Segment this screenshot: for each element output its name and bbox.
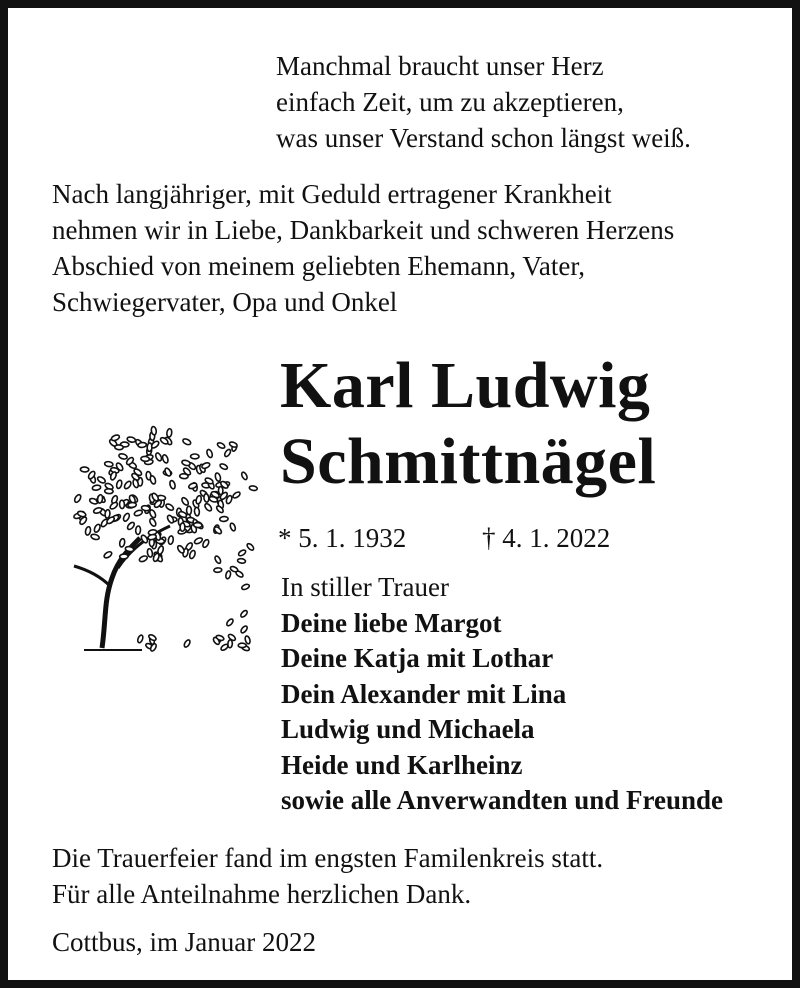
mourner-name: sowie alle Anverwandten und Freunde (281, 785, 724, 815)
leaf (93, 523, 101, 533)
leaf (157, 545, 164, 555)
intro-paragraph (52, 176, 674, 320)
leaf (97, 494, 103, 503)
leaf (119, 538, 125, 547)
leaf (238, 549, 247, 557)
leaf (181, 459, 190, 466)
leaf (103, 550, 113, 559)
place-and-date: Cottbus, im Januar 2022 (52, 927, 316, 957)
leaf (166, 514, 174, 524)
leaf (165, 503, 175, 512)
leaf (228, 640, 233, 648)
leaf (116, 480, 123, 489)
leaf (105, 489, 114, 494)
closing-text (52, 840, 603, 912)
leaf (118, 453, 127, 460)
leaf (126, 521, 135, 530)
leaf (155, 452, 163, 462)
leaf (166, 428, 172, 437)
birth-date: * 5. 1. 1932 (278, 523, 407, 553)
leaf (73, 494, 82, 504)
leaf (168, 536, 174, 545)
leaf (229, 441, 238, 448)
leaf (204, 494, 210, 503)
leaf (90, 533, 99, 540)
leaf (232, 491, 241, 499)
leaf (195, 495, 202, 504)
leaf (183, 639, 191, 648)
mourner-name: Deine Katja mit Lothar (281, 643, 554, 673)
leaf (226, 618, 235, 627)
leaf (191, 454, 199, 459)
leaf (125, 546, 134, 552)
leaf (122, 512, 130, 522)
tree-foliage (73, 426, 258, 652)
leaf (187, 506, 192, 514)
leaf (169, 480, 176, 489)
leaf (238, 643, 246, 648)
leaf (104, 461, 113, 467)
mourner-name: Deine liebe Margot (281, 607, 502, 638)
leaf (151, 426, 157, 435)
leaf (240, 609, 249, 618)
leaf (134, 509, 144, 516)
leaf (105, 509, 111, 518)
leaf (189, 550, 196, 560)
leaf (225, 570, 231, 579)
intro-line: Abschied von meinem geliebten Ehemann, Vater, (52, 251, 586, 281)
leaf (123, 480, 132, 490)
leaf (237, 558, 246, 563)
leaf (204, 503, 213, 513)
leaf (214, 568, 222, 573)
leaf (219, 463, 228, 471)
leaf (241, 583, 250, 590)
deceased-surname: Schmittnägel (280, 425, 657, 498)
motto-line: was unser Verstand schon längst weiß. (276, 123, 691, 153)
leaf (194, 537, 204, 545)
leaf (109, 501, 119, 510)
leaf (141, 456, 150, 462)
leaf (92, 485, 101, 491)
leaf (80, 467, 89, 472)
leaf (249, 485, 258, 491)
leaf (120, 554, 129, 559)
deceased-name (280, 348, 656, 500)
mourners-heading: In stiller Trauer (281, 572, 449, 602)
leaf (138, 555, 148, 563)
mourner-name: Heide und Karlheinz (281, 749, 523, 780)
leaf (137, 634, 144, 643)
leaf (149, 509, 157, 519)
leaf (181, 497, 190, 507)
death-date: † 4. 1. 2022 (482, 523, 611, 553)
leaf (206, 449, 213, 459)
leaf (201, 462, 211, 470)
leaf (149, 475, 156, 484)
leaf (217, 442, 226, 450)
leaf (241, 471, 249, 480)
motto-line: Manchmal braucht unser Herz (276, 51, 604, 81)
leaf (220, 516, 229, 522)
intro-line: nehmen wir in Liebe, Dankbarkeit und schweren Herzens (52, 215, 675, 245)
intro-line: Schwiegervater, Opa und Onkel (52, 287, 398, 317)
leaf (214, 555, 222, 564)
leaf (97, 476, 107, 485)
intro-line: Nach langjähriger, mit Geduld ertragener Krankheit (52, 179, 612, 209)
leaf (85, 526, 91, 535)
leaf (147, 548, 153, 557)
leaf (162, 454, 169, 464)
leaf (115, 445, 124, 450)
leaf (240, 625, 249, 634)
mourners-list (281, 570, 723, 819)
motto-line: einfach Zeit, um zu akzeptieren, (276, 87, 624, 117)
leaf (235, 570, 244, 578)
leaf (128, 502, 137, 508)
leaf (180, 523, 185, 531)
leaf (193, 522, 202, 528)
closing-line: Für alle Anteilnahme herzlichen Dank. (52, 879, 472, 909)
leaf (135, 526, 140, 535)
leaf (246, 543, 255, 552)
leaf (224, 448, 232, 457)
mourner-name: Dein Alexander mit Lina (281, 678, 567, 709)
leaf (218, 487, 223, 495)
leaf (111, 434, 121, 442)
leaf (176, 545, 185, 555)
mourner-name: Ludwig und Michaela (281, 714, 535, 744)
deceased-first-names: Karl Ludwig (280, 349, 651, 422)
motto-verse (276, 48, 691, 156)
closing-line: Die Trauerfeier fand im engsten Familenkreis statt. (52, 843, 604, 873)
leaf (149, 518, 157, 528)
leaf (194, 507, 200, 516)
leaf (214, 472, 221, 481)
windblown-tree-icon (44, 400, 264, 660)
leaf (229, 522, 236, 531)
leaf (182, 438, 192, 446)
leaf (138, 442, 147, 448)
leaf (119, 500, 124, 509)
leaf (141, 505, 150, 511)
